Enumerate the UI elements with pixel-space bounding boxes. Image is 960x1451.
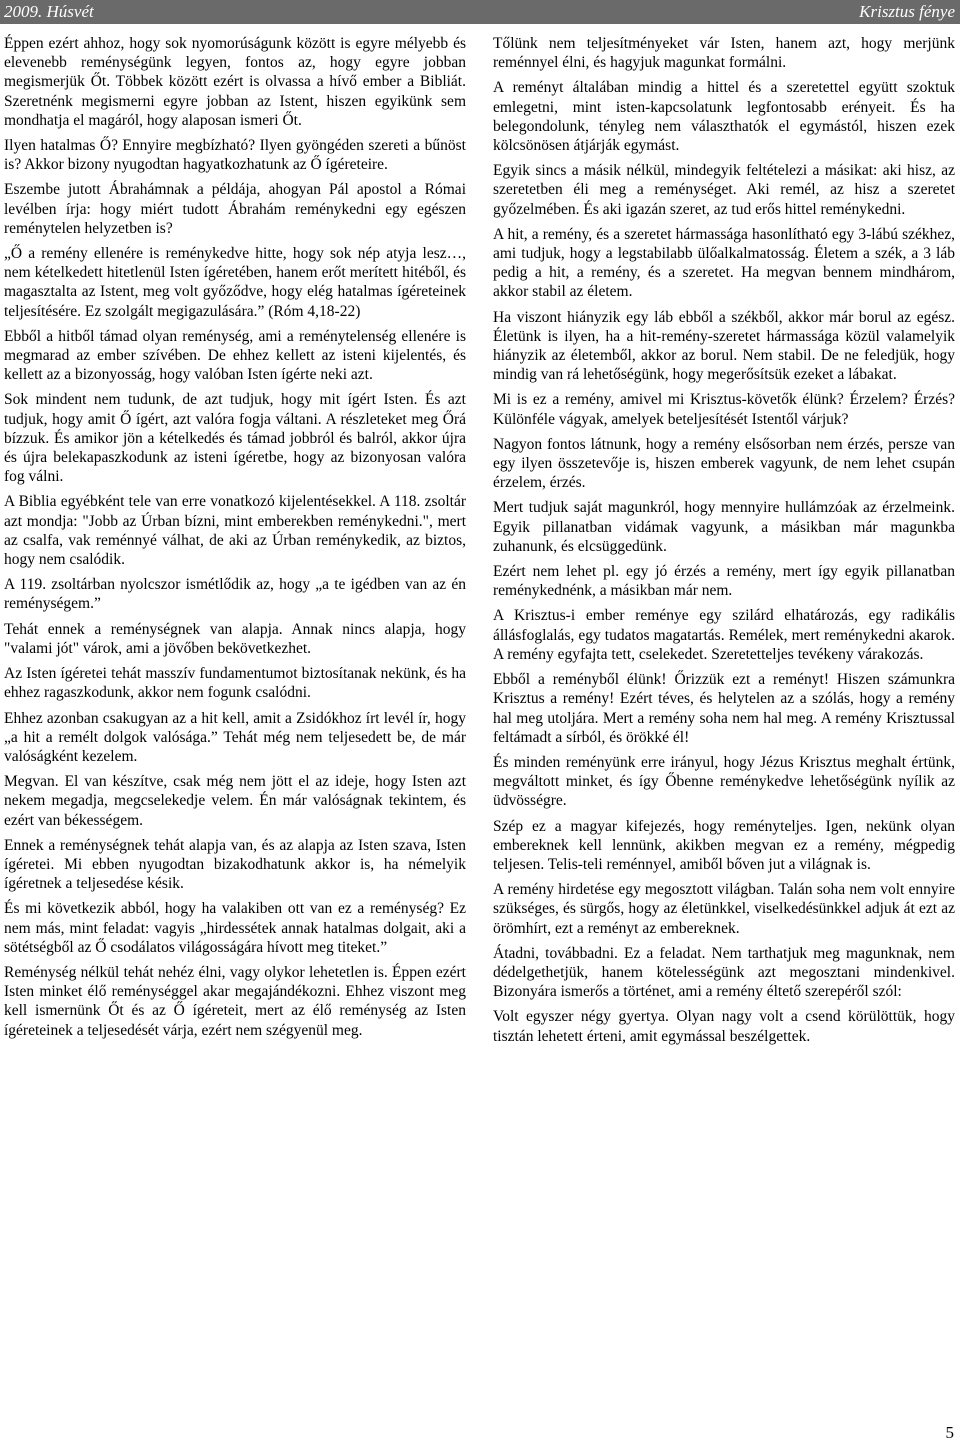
paragraph: Ezért nem lehet pl. egy jó érzés a remény, mert így egyik pillanatban reménykednénk, a másikban már nem. xyxy=(493,563,955,600)
paragraph: A reményt általában mindig a hittel és a szeretettel együtt szoktuk emlegetni, mint isten-kapcsolatunk legfontosabb erényeit. És ha belegondolunk, tényleg nem választhatók el egymástól, hiszen ezek kölcsönösen átjárják egymást. xyxy=(493,79,955,155)
paragraph: Ha viszont hiányzik egy láb ebből a székből, akkor már borul az egész. Életünk is ilyen, ha a hit-remény-szeretet hármassága közül valamelyik hiányzik az életemből, akkor az borul. Nem stabil. De ne feledjük, hogy mindig van rá lehetőségünk, hogy megerősítsük ezeket a lábakat. xyxy=(493,308,955,384)
left-column xyxy=(4,34,466,1046)
paragraph: A remény hirdetése egy megosztott világban. Talán soha nem volt ennyire szükséges, és sürgős, hogy az életünkkel, viselkedésünkkel adjuk át ezt az örömhírt, ezt a reményt az embereknek. xyxy=(493,881,955,937)
paragraph: Volt egyszer négy gyertya. Olyan nagy volt a csend körülöttük, hogy tisztán lehetett érteni, amit egymással beszélgettek. xyxy=(493,1008,955,1045)
paragraph: Egyik sincs a másik nélkül, mindegyik feltételezi a másikat: aki hisz, az szeretetben éli meg a reménységet. Aki remél, az hisz a szeretet győzelmében. És aki igazán szeret, az tud erős hittel reménykedni. xyxy=(493,162,955,218)
paragraph: Eszembe jutott Ábrahámnak a példája, ahogyan Pál apostol a Római levélben írja: hogy miért tudott Ábrahám reménykedni egy egészen reménytelen helyzetben is? xyxy=(4,181,466,237)
paragraph: Ebből a hitből támad olyan reménység, ami a reménytelenség ellenére is megmarad az ember szívében. De ehhez kellett az isteni kijelentés, és kellett az a bizonyosság, hogy valóban Isten ígérte neki azt. xyxy=(4,327,466,384)
paragraph: Megvan. El van készítve, csak még nem jött el az ideje, hogy Isten azt nekem megadja, megcselekedje velem. Én már valóságnak tekintem, és ezért van békességem. xyxy=(4,773,466,829)
right-column xyxy=(493,34,955,1052)
paragraph: „Ő a remény ellenére is reménykedve hitte, hogy sok nép atyja lesz…, nem kételkedett hitetlenül Isten ígéretében, hanem erőt merített hitéből, és magasztalta az Istent, meg volt győződve, hogy elég hatalmas ígéreteinek teljesítésére. Ez szolgált megigazulására.” (Róm 4,18-22) xyxy=(4,245,466,320)
paragraph: És mi következik abból, hogy ha valakiben ott van ez a reménység? Ez nem más, mint feladat: vagyis „hirdessétek annak hatalmas dolgait, aki a sötétségből az Ő csodálatos világosságára hívott meg titeket.” xyxy=(4,900,466,956)
paragraph: Tehát ennek a reménységnek van alapja. Annak nincs alapja, hogy "valami jót" várok, ami a jövőben bekövetkezhet. xyxy=(4,620,466,657)
header-issue: 2009. Húsvét xyxy=(4,2,94,21)
paragraph: Mi is ez a remény, amivel mi Krisztus-követők élünk? Érzelem? Érzés? Különféle vágyak, amelyek beteljesítését Istentől várjuk? xyxy=(493,391,955,428)
paragraph: És minden reményünk erre irányul, hogy Jézus Krisztus meghalt értünk, megváltott minket, és így Őbenne reménykedve lehetőségünk nyílik az üdvösségre. xyxy=(493,753,955,810)
paragraph: Reménység nélkül tehát nehéz élni, vagy olykor lehetetlen is. Éppen ezért Isten minket élő reménységgel akar megajándékozni. Ehhez viszont meg kell ismernünk Őt és az Ő ígéreteit, mert az élő reménység az Isten ígéreteinek a teljesedését várja, ezért nem szégyenül meg. xyxy=(4,963,466,1039)
paragraph: Éppen ezért ahhoz, hogy sok nyomorúságunk között is egyre mélyebb és elevenebb reménységünk legyen, fontos az, hogy egyre jobban megismerjük Őt. Többek között ezért is olvassa a hívő ember a Bibliát. Szeretnénk megismerni egyre jobban az Istent, hiszen egyikünk sem mondhatja el magáról, hogy alaposan ismeri Őt. xyxy=(4,35,466,129)
paragraph: Mert tudjuk saját magunkról, hogy mennyire hullámzóak az érzelmeink. Egyik pillanatban vidámak vagyunk, a másikban már magunkba zuhanunk, és elcsüggedünk. xyxy=(493,499,955,555)
header-publication: Krisztus fénye xyxy=(859,2,955,21)
paragraph: A 119. zsoltárban nyolcszor ismétlődik az, hogy „a te igédben van az én reménységem.” xyxy=(4,576,466,613)
paragraph: A Biblia egyébként tele van erre vonatkozó kijelentésekkel. A 118. zsoltár azt mondja: "Jobb az Úrban bízni, mint emberekben reménykedni.", mert az csalfa, vak reménnyé válhat, de aki az Úrban reménykedik, az biztos, hogy nem csalódik. xyxy=(4,493,466,569)
paragraph: A hit, a remény, és a szeretet hármassága hasonlítható egy 3-lábú székhez, ami tudjuk, hogy a legstabilabb ülőalkalmatosság. Életem a szék, a 3 láb pedig a hit, a remény, és a szeretet. Ha megvan bennem mindhárom, akkor stabil az életem. xyxy=(493,225,955,301)
paragraph: Sok mindent nem tudunk, de azt tudjuk, hogy mit ígért Isten. És azt tudjuk, hogy amit Ő ígért, azt valóra fogja váltani. A részleteket meg Őrá bízzuk. És amikor jön a kételkedés és támad jobbról és balról, akkor újra és újra belekapaszkodunk az isteni ígéretbe, hogy az bizonyosan valóra fog válni. xyxy=(4,391,466,486)
paragraph: Átadni, továbbadni. Ez a feladat. Nem tarthatjuk meg magunknak, nem dédelgethetjük, hanem kötelességünk azt megosztani mindenkivel. Bizonyára ismerős a történet, ami a remény éltető szerepéről szól: xyxy=(493,944,955,1001)
paragraph: Tőlünk nem teljesítményeket vár Isten, hanem azt, hogy merjünk reménnyel élni, és hagyjuk magunkat formálni. xyxy=(493,35,955,72)
page-number: 5 xyxy=(945,1423,954,1442)
paragraph: Szép ez a magyar kifejezés, hogy reményteljes. Igen, nekünk olyan embereknek kell lennünk, akikben megvan ez a remény, mégpedig teljesen. Telis-teli reménnyel, amiből bőven jut a világnak is. xyxy=(493,817,955,873)
paragraph: Ebből a reményből élünk! Őrizzük ezt a reményt! Hiszen számunkra Krisztus a remény! Ezért téves, és helytelen az a szólás, hogy a remény hal meg utoljára. Mert a remény soha nem hal meg. A remény Krisztussal feltámadt a sírból, és örökké él! xyxy=(493,671,955,746)
page-header xyxy=(0,0,960,24)
paragraph: Nagyon fontos látnunk, hogy a remény elsősorban nem érzés, persze van egy ilyen összetevője is, hiszen emberek vagyunk, de nem lehet csupán érzelem, érzés. xyxy=(493,435,955,492)
paragraph: Ilyen hatalmas Ő? Ennyire megbízható? Ilyen gyöngéden szereti a bűnöst is? Akkor bizony nyugodtan hagyatkozhatunk az Ő ígéreteire. xyxy=(4,137,466,174)
paragraph: Ennek a reménységnek tehát alapja van, és az alapja az Isten szava, Isten ígéretei. Mi ebben nyugodtan bizakodhatunk akkor is, ha némelyik ígéretnek a teljesedése késik. xyxy=(4,836,466,893)
paragraph: Ehhez azonban csakugyan az a hit kell, amit a Zsidókhoz írt levél ír, hogy „a hit a remélt dolgok valósága.” Tehát még nem teljesedett be, de már valóságként kezelem. xyxy=(4,709,466,765)
paragraph: A Krisztus-i ember reménye egy szilárd elhatározás, egy radikális állásfoglalás, egy tudatos magatartás. Remélek, mert reménykedni akarok. A remény egyfajta tett, cselekedet. Szeretetteljes tevékeny várakozás. xyxy=(493,607,955,663)
paragraph: Az Isten ígéretei tehát masszív fundamentumot biztosítanak nekünk, és ha ehhez ragaszkodunk, akkor nem fogunk csalódni. xyxy=(4,665,466,702)
